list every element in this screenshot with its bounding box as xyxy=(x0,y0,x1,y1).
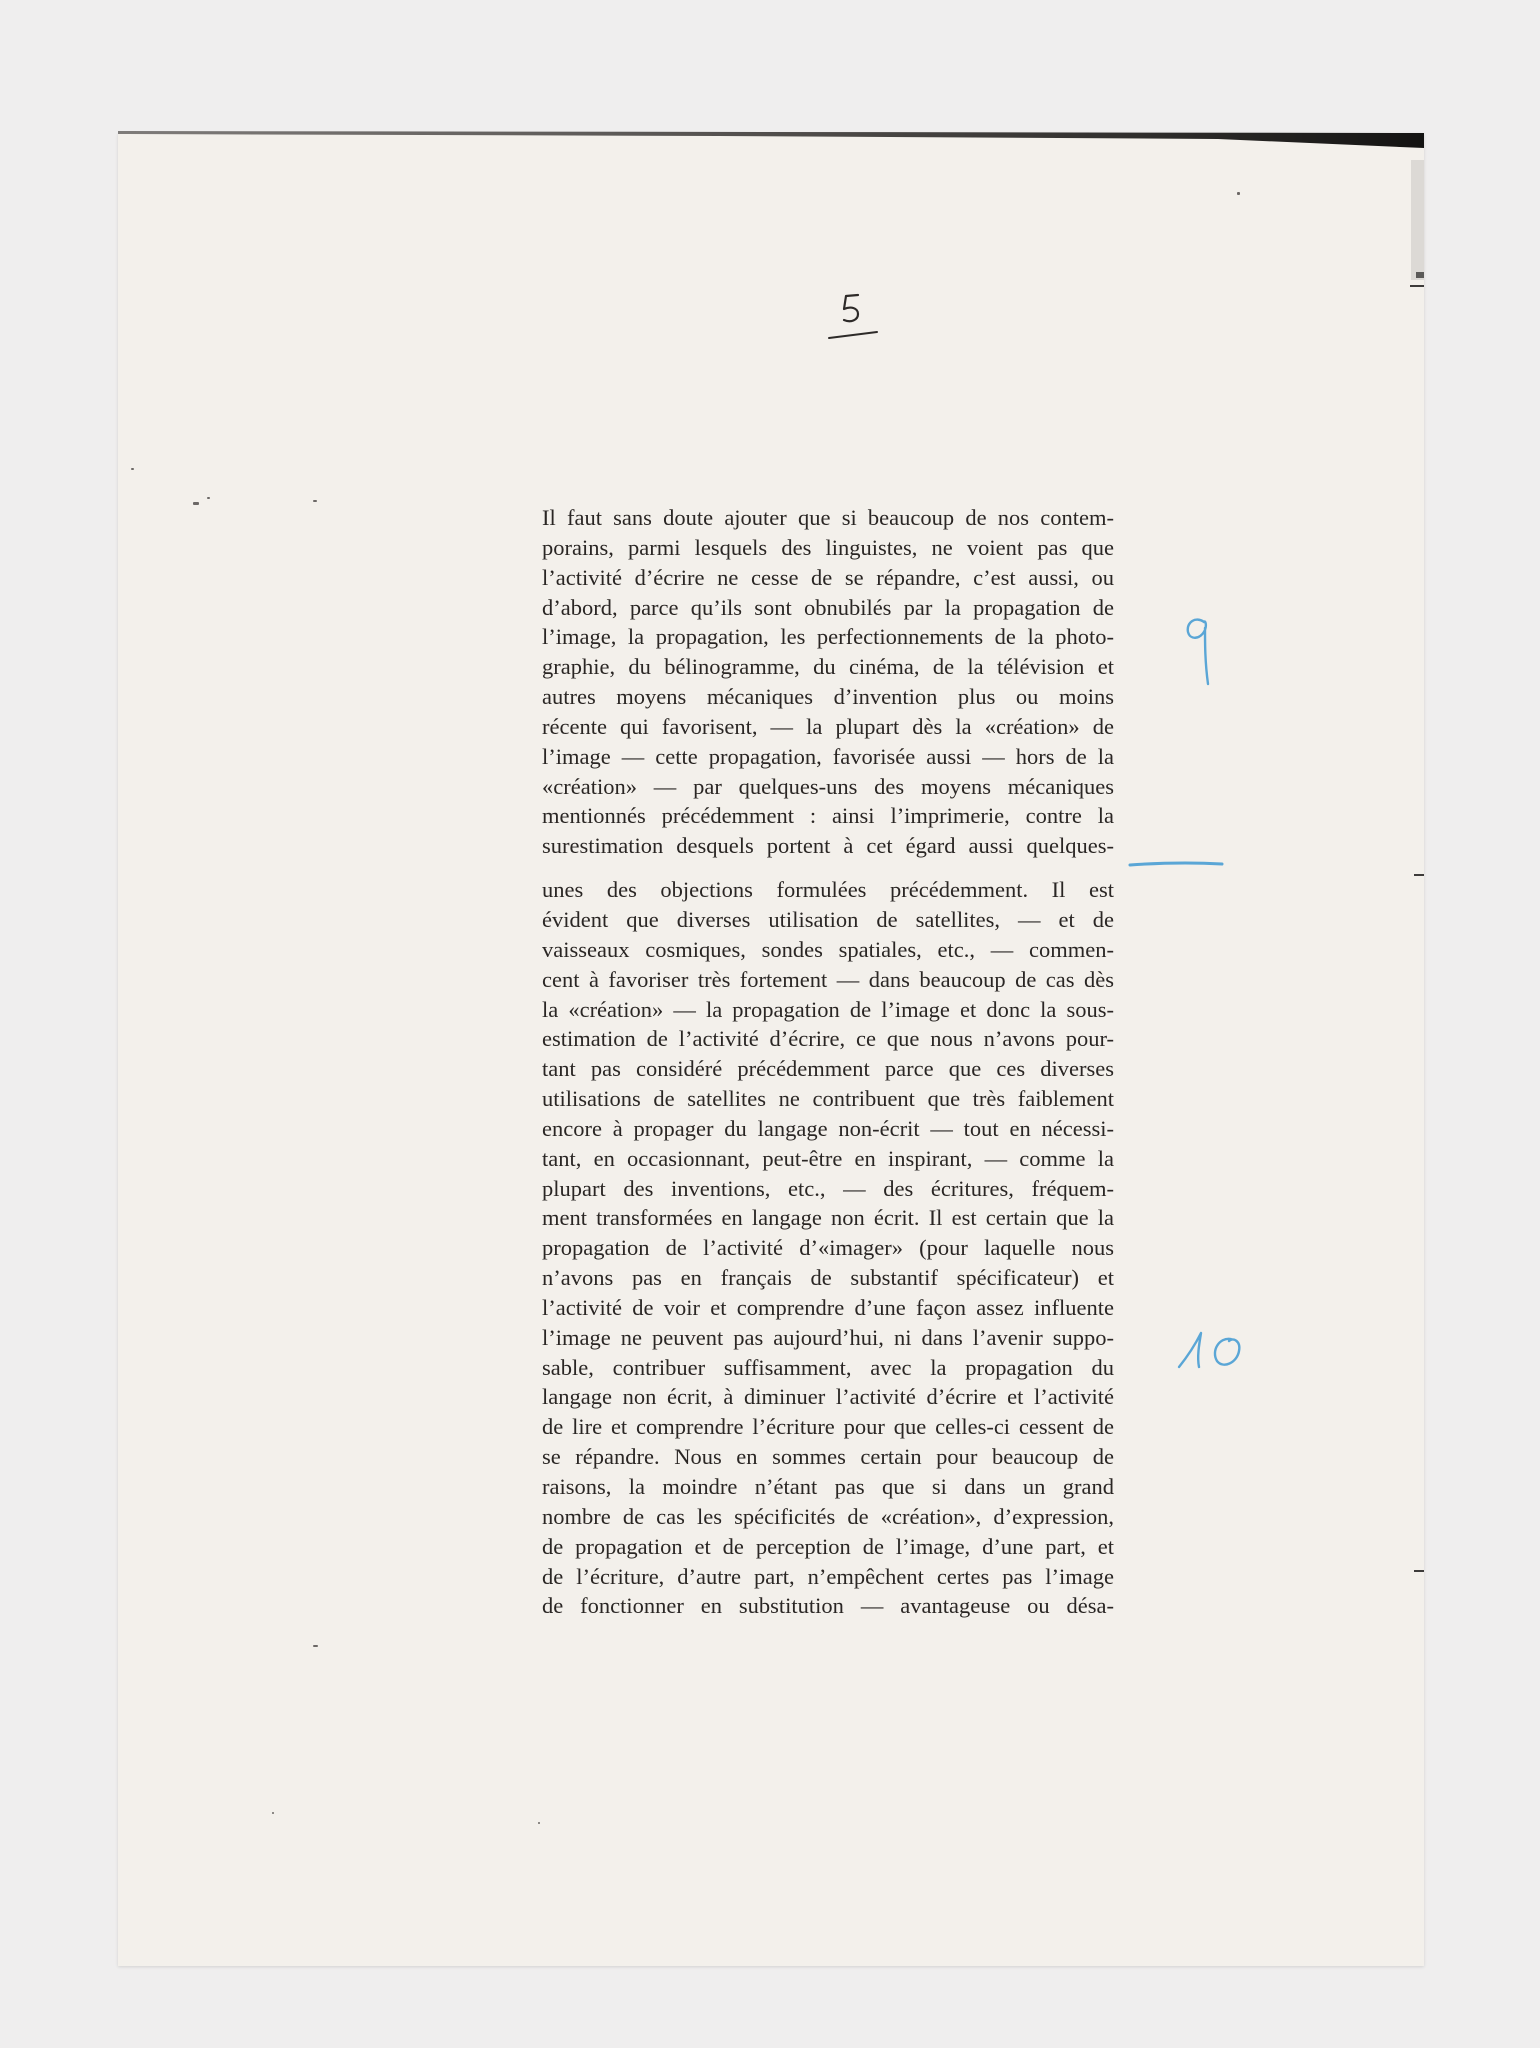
text-line: sable, contribuer suffisamment, avec la propagation du xyxy=(542,1354,1114,1380)
text-line: unes des objections formulées précédemment. Il est xyxy=(542,877,1114,903)
margin-section-mark xyxy=(1128,855,1224,871)
text-line: de propagation et de perception de l’image, d’une part, et xyxy=(542,1533,1114,1559)
margin-note-10 xyxy=(1175,1325,1260,1375)
text-line: de lire et comprendre l’écriture pour que celles-ci cessent de xyxy=(542,1414,1114,1440)
blue-pencil-10 xyxy=(1175,1325,1260,1375)
text-line: cent à favoriser très fortement — dans beaucoup de cas dès xyxy=(542,966,1114,992)
paper-speck xyxy=(313,1645,318,1647)
paper-speck xyxy=(131,468,134,470)
text-line: la «création» — la propagation de l’image et donc la sous- xyxy=(542,996,1114,1022)
edge-tick xyxy=(1414,874,1424,876)
text-line: mentionnés précédemment : ainsi l’imprimerie, contre la xyxy=(542,803,1114,829)
blue-pencil-dash xyxy=(1128,855,1224,871)
edge-tick xyxy=(1410,285,1424,287)
paper-speck xyxy=(1237,192,1240,195)
text-line: raisons, la moindre n’étant pas que si dans un grand xyxy=(542,1474,1114,1499)
paper-speck xyxy=(193,502,199,505)
text-line: l’activité de voir et comprendre d’une façon assez influente xyxy=(542,1294,1114,1320)
text-line: l’image, la propagation, les perfectionnements de la photo- xyxy=(542,624,1114,650)
text-line: «création» — par quelques-uns des moyens mécaniques xyxy=(542,773,1114,799)
text-line: l’image — cette propagation, favorisée aussi — hors de la xyxy=(542,743,1114,769)
text-line: tant pas considéré précédemment parce que ces diverses xyxy=(542,1056,1114,1082)
text-line: l’activité d’écrire ne cesse de se répandre, c’est aussi, ou xyxy=(542,564,1114,590)
text-line: récente qui favorisent, — la plupart dès la «création» de xyxy=(542,713,1114,739)
paper-speck xyxy=(207,497,210,499)
paper-speck xyxy=(272,1812,274,1814)
text-line: porains, parmi lesquels des linguistes, ne voient pas que xyxy=(542,534,1114,560)
text-line: propagation de l’activité d’«imager» (pour laquelle nous xyxy=(542,1235,1114,1261)
text-line: utilisations de satellites ne contribuent que très faiblement xyxy=(542,1086,1114,1112)
text-line: Il faut sans doute ajouter que si beaucoup de nos contem- xyxy=(542,505,1114,530)
text-line: n’avons pas en français de substantif spécificateur) et xyxy=(542,1265,1114,1291)
margin-note-9 xyxy=(1176,610,1226,690)
text-line: estimation de l’activité d’écrire, ce que nous n’avons pour- xyxy=(542,1026,1114,1052)
text-line: nombre de cas les spécificités de «création», d’expression, xyxy=(542,1503,1114,1529)
paper-speck xyxy=(538,1822,540,1824)
text-line: d’abord, parce qu’ils sont obnubilés par la propagation de xyxy=(542,594,1114,620)
handwritten-page-number xyxy=(825,288,925,348)
text-line: langage non écrit, à diminuer l’activité d’écrire et l’activité xyxy=(542,1384,1114,1410)
text-line: tant, en occasionnant, peut-être en inspirant, — comme la xyxy=(542,1145,1114,1171)
text-line: surestimation desquels portent à cet égard aussi quelques- xyxy=(542,833,1114,859)
text-line: vaisseaux cosmiques, sondes spatiales, etc., — commen- xyxy=(542,936,1114,962)
text-line: se répandre. Nous en sommes certain pour beaucoup de xyxy=(542,1444,1114,1470)
text-line: l’image ne peuvent pas aujourd’hui, ni dans l’avenir suppo- xyxy=(542,1324,1114,1350)
text-line: de l’écriture, d’autre part, n’empêchent certes pas l’image xyxy=(542,1563,1114,1589)
text-line: de fonctionner en substitution — avantageuse ou désa- xyxy=(542,1593,1114,1619)
body-text xyxy=(542,503,1114,1621)
text-line: plupart des inventions, etc., — des écritures, fréquem- xyxy=(542,1175,1114,1201)
paper-speck xyxy=(313,500,317,502)
page-number-drawing xyxy=(825,288,925,348)
text-line: encore à propager du langage non-écrit — tout en nécessi- xyxy=(542,1115,1114,1141)
text-line: ment transformées en langage non écrit. Il est certain que la xyxy=(542,1205,1114,1231)
blue-pencil-9 xyxy=(1176,610,1226,690)
text-line: évident que diverses utilisation de satellites, — et de xyxy=(542,906,1114,932)
text-line: graphie, du bélinogramme, du cinéma, de la télévision et xyxy=(542,654,1114,680)
edge-tick xyxy=(1414,1570,1424,1572)
text-line: autres moyens mécaniques d’invention plus ou moins xyxy=(542,684,1114,710)
